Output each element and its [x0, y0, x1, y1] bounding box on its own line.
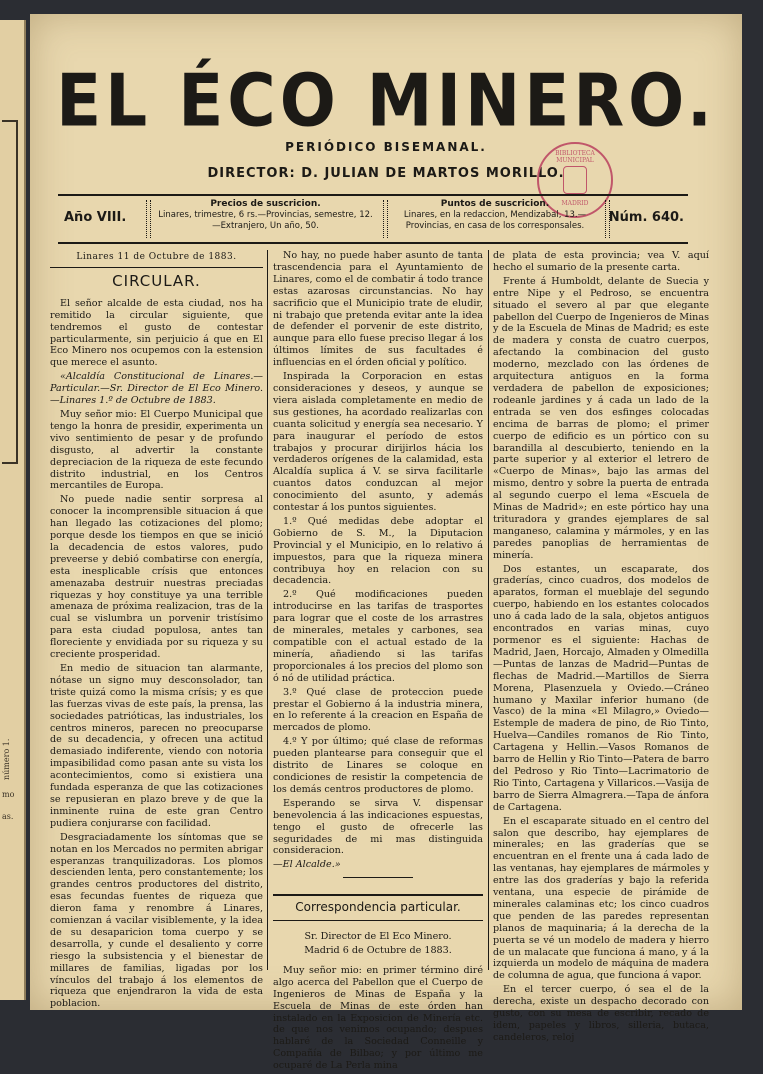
dateline: Linares 11 de Octubre de 1883. [50, 252, 263, 268]
prices-text: Linares, trimestre, 6 rs.—Provincias, semestre, 12.—Extranjero, Un año, 50. [158, 210, 373, 231]
stamp-text-top: BIBLIOTECA MUNICIPAL [555, 150, 595, 164]
column-3 [493, 250, 709, 1046]
paragraph: No puede nadie sentir sorpresa al conocer la incomprensible situacion á que han llegado las cotizaciones del plomo; porque desde los tiempos en que se inició la decadencia de estos valores, pudo preveerse y debió combatirse con energía, esta inesplicable crísis que entonces amenazaba destruir nuestras preciadas riquezas y hoy constituye ya una terrible amenaza de próxima realizacion, tras de la cual se vislumbra un porvenir tristísimo para esta ciudad populosa, antes tan floreciente y envidiada por su riqueza y su creciente prosperidad. [50, 494, 263, 661]
masthead-subtitle: PERIÓDICO BISEMANAL. [285, 140, 487, 154]
newspaper-page [30, 14, 742, 1072]
section-heading: CIRCULAR. [112, 271, 201, 290]
column-1 [50, 250, 263, 1012]
points-text: Linares, en la redaccion, Mendizabal, 13.—Provincias, en casa de los corresponsales. [403, 210, 587, 231]
paragraph: 1.º Qué medidas debe adoptar el Gobierno de S. M., la Diputacion Provincial y el Municipio, en lo relativo á impuestos, para que la riqueza minera contribuya hoy en relacion con su decadencia. [273, 515, 483, 587]
masthead-director: DIRECTOR: D. JULIAN DE MARTOS MORILLO. [207, 166, 565, 181]
previous-page-edge [0, 20, 26, 1000]
paragraph: Dos estantes, un escaparate, dos graderías, cinco cuadros, dos modelos de aparatos, forman el mueblaje del segundo cuerpo, habiendo en los estantes colocados uno á cada lado de la sala, objetos antiguos encontrados en varias minas, cuyo pormenor es el siguiente: Hachas de Madrid, Jaen, Horcajo, Almaden y Olmedilla—Puntas de lanzas de Madrid—Puntas de flechas de Madrid.—Martillos de Sierra Morena, Plasenzuela y Oviedo.—Cráneo humano y Maxilar inferior humano (de Vasco) de la mina «El Milagro,» Oviedo—Estemple de madera de pino, de Rio Tinto, Huelva—Candiles romanos de Rio Tinto, Cartagena y Hellin.—Vasos Romanos de barro de Hellin y Rio Tinto—Patera de barro del Pedroso y Rio Tinto—Lacrimatorio de Rio Tinto, Cartagena y Villaricos.—Vasija de barro de Sierra Almagrera.—Tapa de ánfora de Cartagena. [493, 563, 709, 813]
issue-number: Núm. 640. [608, 210, 684, 225]
divider [343, 877, 413, 878]
prices-heading: Precios de suscricion. [210, 199, 321, 209]
points-heading: Puntos de suscricion. [440, 199, 550, 209]
paragraph: No hay, no puede haber asunto de tanta trascendencia para el Ayuntamiento de Linares, como el de combatir á todo trance estas azarosas circunstancias. No hay sacrificio que el Municipio trate de eludir, ni trabajo que pretenda evitar ante la idea de defender el porvenir de este distrito, aunque para ello fuese preciso llegar á los últimos límites de sus facultades é influencias en el órden oficial y político. [273, 250, 483, 369]
divider [146, 200, 151, 238]
subscription-bar [58, 194, 688, 244]
points-box [395, 199, 595, 232]
paragraph: Muy señor mio: en primer término diré algo acerca del Pabellon que el Cuerpo de Ingenieros de Minas de España y la Escuela de Minas de este órden han instalado en la Exposicion de Minería etc. de que nos venimos ocupando; despues hablaré de la Sociedad Conneille y Compañía de Bilbao; y por último me ocuparé de La Perla mina [273, 964, 483, 1072]
paragraph: 3.º Qué clase de proteccion puede prestar el Gobierno á la industria minera, en lo referente á la creacion en España de mercados de plomo. [273, 686, 483, 734]
paragraph: de plata de esta provincia; vea V. aquí hecho el sumario de la presente carta. [493, 250, 709, 273]
previous-page-text: número 1. [2, 738, 11, 780]
salutation: Sr. Director de El Eco Minero. [304, 931, 452, 943]
dateline: Madrid 6 de Octubre de 1883. [304, 945, 452, 957]
paragraph: En el tercer cuerpo, ó sea el de la derecha, existe un despacho decorado con gusto, con su mesa de escribir, recado de idem, papeles y libros, silleria, butaca, candeleros, reloj [493, 984, 709, 1043]
paragraph: Muy señor mio: El Cuerpo Municipal que tengo la honra de presidir, experimenta un vivo sentimiento de pesar y de profundo disgusto, al advertir la constante depreciacion de la riqueza de este fecundo distrito industrial, en los Centros mercantiles de Europa. [50, 408, 263, 492]
paragraph: Desgraciadamente los síntomas que se notan en los Mercados no permiten abrigar esperanzas tranquilizadoras. Los plomos descienden lenta, pero constantemente; los grandes centros productores del distrito, esas fecundas fuentes de riqueza que dieron fama y renombre á Linares, comienzan á vacilar visiblemente, y la idea de su desaparicion toma cuerpo y se desarrolla, y cunde el desaliento y corre riesgo la subsistencia y el bienestar de millares de familias, ligadas por los vínculos del trabajo á los elementos de riqueza que enjendraron la vida de esta poblacion. [50, 831, 263, 1010]
previous-page-frame [2, 120, 18, 464]
stamp-crest-icon [563, 166, 587, 194]
paragraph: En el escaparate situado en el centro del salon que describo, hay ejemplares de minerales; en las graderías que se encuentran en el frente una á cada lado de las ventanas, hay ejemplares de mármoles y entre las dos graderías y bajo la referida ventana, una especie de pirámide de minerales calaminas etc; los cinco cuadros que penden de las paredes representan planos de maquinaria; á la derecha de la puerta se vé un modelo de madera y hierro de un malacate que funciona á mano, y á la izquierda un modelo de máquina de madera de columna de agua, que funciona á vapor. [493, 815, 709, 982]
paragraph: El señor alcalde de esta ciudad, nos ha remitido la circular siguiente, que tendremos el gusto de contestar particularmente, sin perjuicio á que en El Eco Minero nos ocupemos con la estension que merece el asunto. [50, 297, 263, 369]
prices-box [158, 199, 373, 232]
previous-page-fragment: mo [2, 790, 15, 799]
paragraph: 4.º Y por último; qué clase de reformas pueden plantearse para conseguir que el distrito de Linares se coloque en condiciones de resistir la competencia de los demás centros productores de plomo. [273, 736, 483, 795]
paragraph: 2.º Qué modificaciones pueden introducirse en las tarifas de trasportes para lograr que el coste de los arrastres de minerales, metales y carbones, sea compatible con el actual estado de la minería, añadiendo si las tarifas proporcionales á los precios del plomo son ó nó de utilidad práctica. [273, 589, 483, 684]
signature: —El Alcalde.» [273, 859, 341, 871]
paragraph: Esperando se sirva V. dispensar benevolencia á las indicaciones espuestas, tengo el gusto de ofrecerle las seguridades de mi mas distinguida consideracion. [273, 797, 483, 857]
column-rule [267, 250, 268, 970]
previous-page-fragment: as. [2, 812, 14, 821]
divider [383, 200, 388, 238]
year-label: Año VIII. [64, 210, 127, 225]
section-heading: Correspondencia particular. [273, 894, 483, 921]
stamp-text-bottom: MADRID [561, 200, 589, 207]
column-rule [488, 250, 489, 970]
paragraph: Inspirada la Corporacion en estas consideraciones y deseos, y aunque se viera aislada completamente en medio de sus gestiones, ha acordado realizarlas con cuanta solicitud y energía sea necesario. Y para inaugurar el período de estos trabajos y procurar dirijirlos hácia los verdaderos orígenes de la calamidad, esta Alcaldía suplica á V. se sirva facilitarle cuantos datos conduzcan al mejor conocimiento del asunto, y además contestar á los puntos siguientes. [273, 371, 483, 514]
paragraph: Frente á Humboldt, delante de Suecia y entre Nipe y el Pedroso, se encuentra situado el severo al par que elegante pabellon del Cuerpo de Ingenieros de Minas y de la Escuela de Minas de Madrid; es este de madera y consta de cuatro cuerpos, afectando la combinacion del gusto moderno, mezclado con las órdenes de arquitectura antiguos en la forma verdadera de pabellon de exposiciones; rodeanle jardines y á cada un lado de la entrada se ven dos esfinges colocadas encima de barras de plomo; el primer cuerpo de edificio es un pórtico con su barandilla al descubierto, teniendo en la parte superior y al exterior el letrero de «Cuerpo de Minas», bajo las armas del mismo, dentro y sobre la puerta de entrada al segundo cuerpo el lema «Escuela de Minas de Madrid»; en este pórtico hay una trituradora y grandes ejemplares de sal manganeso, calamina y mármoles, y en las paredes panoplias de herramientas de minería. [493, 275, 710, 561]
column-2 [273, 250, 483, 1074]
paragraph: En medio de situacion tan alarmante, nótase un signo muy desconsolador, tan triste quizá como la misma crísis; y es que las fuerzas vivas de este país, la prensa, las sociedades patrióticas, las industriales, los centros mineros, parecen no preocuparse de su decadencia, y ofrecen una actitud demasiado indiferente, viendo con notoria impasibilidad como pasan ante su vista los acontecimientos, como si existiera una fundada esperanza de que las cotizaciones se repusieran en plazo breve y de que la inminente ruina de este gran Centro pudiera conjurarse con facilidad. [50, 663, 263, 829]
masthead-title: EL ÉCO MINERO. [56, 58, 716, 143]
paragraph: «Alcaldía Constitucional de Linares.—Particular.—Sr. Director de El Eco Minero.—Linares 1.º de Octubre de 1883. [50, 371, 263, 407]
